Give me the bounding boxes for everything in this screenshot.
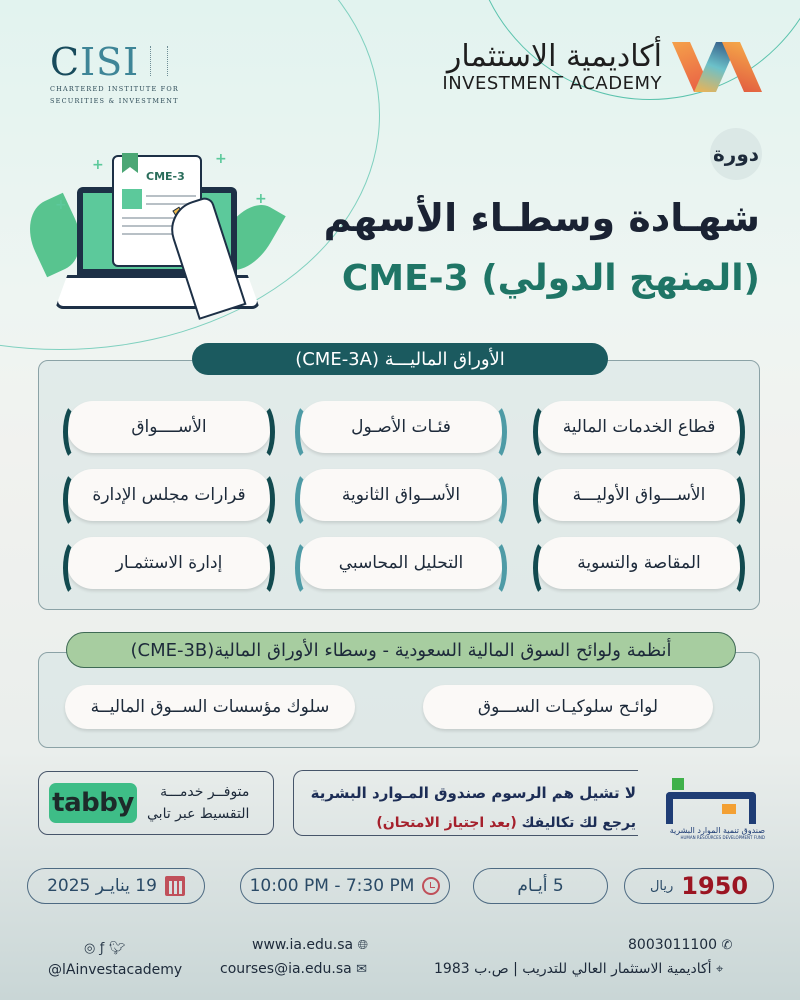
tabby-logo: tabby bbox=[49, 783, 137, 823]
academy-ribbon-icon bbox=[672, 42, 764, 92]
address-text: أكاديمية الاستثمار العالي للتدريب | ص.ب 1983 bbox=[434, 961, 712, 977]
cisi-logo bbox=[50, 42, 179, 106]
page-subtitle: (المنهج الدولي) CME-3 bbox=[341, 258, 760, 299]
location-pin-icon: ⌖ bbox=[716, 962, 724, 977]
email-text[interactable]: courses@ia.edu.sa bbox=[220, 961, 352, 977]
hrdf-caption-en: HUMAN RESOURCES DEVELOPMENT FUND bbox=[680, 835, 765, 840]
date-pill bbox=[27, 868, 205, 904]
topic-pill: الأســواق الثانوية bbox=[299, 469, 503, 521]
laptop-illustration bbox=[30, 145, 270, 315]
tabby-installment-box bbox=[38, 771, 274, 835]
topic-pill: لوائـح سلوكيـات الســـوق bbox=[423, 685, 713, 729]
hrdf-line-2-highlight: (بعد اجتياز الامتحان) bbox=[376, 815, 517, 831]
hrdf-line-2 bbox=[376, 815, 636, 831]
academy-name-ar: أكاديمية الاستثمار bbox=[446, 39, 662, 74]
griffin-crest-icon bbox=[150, 46, 168, 76]
plus-icon: + bbox=[92, 157, 104, 173]
cisi-wordmark: CISI bbox=[50, 40, 140, 84]
topic-pill: قطاع الخدمات المالية bbox=[537, 401, 741, 453]
hrdf-line-1: لا تشيل هم الرسوم صندوق المـوارد البشرية bbox=[310, 784, 636, 802]
cisi-subtitle-2: SECURITIES & INVESTMENT bbox=[50, 97, 179, 105]
email-link[interactable] bbox=[220, 961, 367, 977]
page-title: شهـادة وسطـاء الأسهم bbox=[323, 196, 760, 240]
course-badge: دورة bbox=[710, 128, 762, 180]
website-text[interactable]: www.ia.edu.sa bbox=[252, 937, 354, 953]
social-icons bbox=[84, 940, 125, 956]
topic-pill: الأســـواق الأوليـــة bbox=[537, 469, 741, 521]
price-amount: 1950 bbox=[681, 872, 749, 900]
topic-pill: التحليل المحاسبي bbox=[299, 537, 503, 589]
duration-pill bbox=[473, 868, 608, 904]
topic-pill: قرارات مجلس الإدارة bbox=[67, 469, 271, 521]
phone-text[interactable]: 8003011100 bbox=[628, 937, 718, 953]
address bbox=[434, 961, 723, 977]
course-date: 19 ينايـر 2025 bbox=[47, 876, 157, 896]
facebook-icon[interactable]: ƒ bbox=[99, 941, 105, 956]
topic-pill: سلوك مؤسسات الســوق الماليــة bbox=[65, 685, 355, 729]
tabby-line-1: متوفــر خدمـــة bbox=[160, 784, 250, 800]
course-duration: 5 أيـام bbox=[517, 876, 564, 896]
topic-pill: إدارة الاستثمـار bbox=[67, 537, 271, 589]
section-a-header: الأوراق الماليـــة (CME-3A) bbox=[192, 343, 608, 375]
section-a-panel bbox=[38, 360, 760, 610]
hrdf-line-2-text: يرجع لك تكاليفك bbox=[516, 815, 636, 831]
plus-icon: + bbox=[55, 197, 67, 213]
bookmark-icon bbox=[122, 153, 138, 173]
time-pill bbox=[240, 868, 450, 904]
cisi-subtitle-1: CHARTERED INSTITUTE FOR bbox=[50, 85, 180, 93]
mail-icon: ✉ bbox=[356, 962, 368, 977]
topic-pill: فئـات الأصـول bbox=[299, 401, 503, 453]
investment-academy-logo bbox=[442, 40, 764, 94]
globe-icon: 🌐︎ bbox=[357, 938, 368, 953]
document-label: CME-3 bbox=[146, 170, 185, 183]
phone-link[interactable] bbox=[628, 937, 732, 953]
hrdf-caption-ar: صندوق تنمية الموارد البشرية bbox=[669, 826, 765, 835]
price-pill bbox=[624, 868, 774, 904]
calendar-icon bbox=[165, 876, 185, 896]
social-handle[interactable]: @lAinvestacademy bbox=[48, 962, 183, 978]
section-b-header: أنظمة ولوائح السوق المالية السعودية - وسطاء الأوراق المالية(CME-3B) bbox=[66, 632, 736, 668]
twitter-icon[interactable]: 🐦︎ bbox=[108, 941, 126, 956]
course-time: 10:00 PM - 7:30 PM bbox=[249, 876, 415, 896]
tabby-line-2: التقسيط عبر تابي bbox=[147, 806, 250, 822]
academy-name-en: INVESTMENT ACADEMY bbox=[442, 73, 662, 94]
plus-icon: + bbox=[255, 191, 267, 207]
phone-icon: ✆ bbox=[721, 938, 733, 953]
hrdf-logo bbox=[650, 778, 765, 840]
website-link[interactable] bbox=[252, 937, 368, 953]
topic-pill: الأســــواق bbox=[67, 401, 271, 453]
topic-pill: المقاصة والتسوية bbox=[537, 537, 741, 589]
price-currency: ريال bbox=[649, 878, 674, 894]
clock-icon bbox=[422, 877, 440, 895]
instagram-icon[interactable]: ◎ bbox=[84, 941, 96, 956]
plus-icon: + bbox=[215, 151, 227, 167]
